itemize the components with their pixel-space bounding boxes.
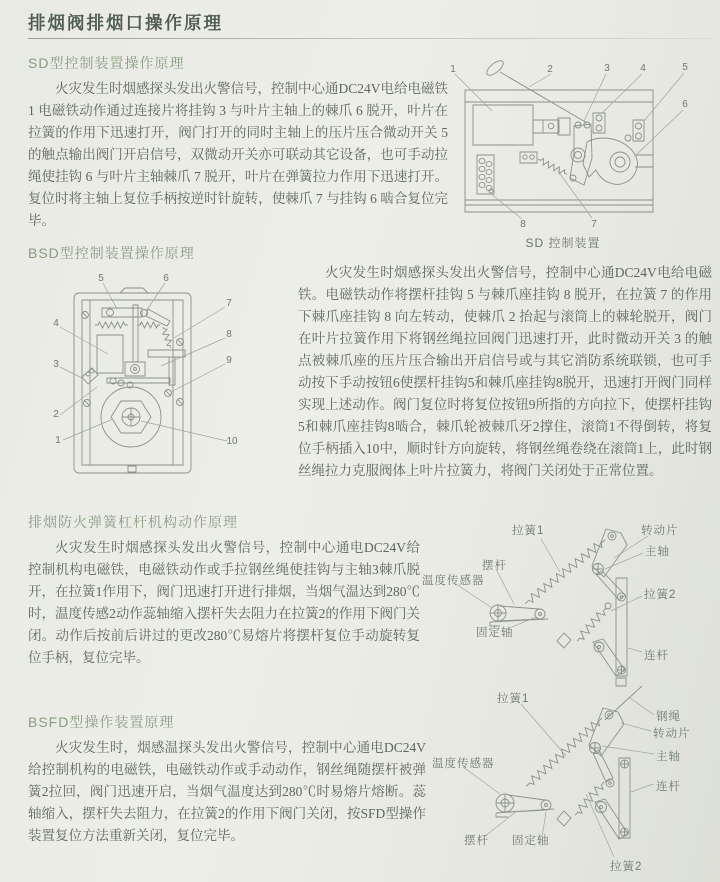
bsfd-paragraph: 火灾发生时，烟感温探头发出火警信号，控制中心通电DC24V给控制机构的电磁铁，电磁铁动作或手动动作，钢丝绳随摆杆被弹簧2拉回，阀门迅速开启，当烟气温度达到280℃时易熔片熔断。蕊轴缩入，摆杆失去阻力，在拉簧2的作用下阀门关闭，按SFD型操作装置复位方法重新关闭，复位完毕。 <box>28 740 426 843</box>
lever-swing-arm <box>490 605 548 626</box>
part-label-spring2: 拉簧2 <box>610 861 643 873</box>
figure-label-8: 8 <box>520 219 526 230</box>
bsfd-spring1 <box>524 715 605 789</box>
figure-label-8: 8 <box>226 329 232 340</box>
lever-spring2 <box>557 603 611 648</box>
bsd-section-heading: BSD型控制装置操作原理 <box>28 245 195 261</box>
figure-label-2: 2 <box>547 64 553 75</box>
lever-section-heading: 排烟防火弹簧杠杆机构动作原理 <box>28 514 238 530</box>
lever-spring1 <box>523 537 608 607</box>
part-label-main-shaft: 主轴 <box>656 751 681 763</box>
figure-label-3: 3 <box>53 359 59 370</box>
lever-part-labels <box>422 523 679 662</box>
sd-figure-caption: SD 控制装置 <box>525 236 601 250</box>
part-label-spring2: 拉簧2 <box>644 589 677 601</box>
bsfd-spring2 <box>557 779 607 826</box>
part-label-spring1: 拉簧1 <box>512 525 545 537</box>
figure-label-6: 6 <box>682 99 688 110</box>
bsfd-leader-lines <box>463 698 654 857</box>
sd-leader-lines <box>455 73 684 219</box>
bsfd-link-rod <box>619 758 630 838</box>
sd-section-heading: SD型控制装置操作原理 <box>28 55 185 71</box>
figure-label-4: 4 <box>640 63 646 74</box>
sd-paragraph: 火灾发生时烟感探头发出火警信号，控制中心通DC24V电给电磁铁 1 电磁铁动作通过连接片将挂钩 3 与叶片主轴上的棘爪 6 脱开，叶片在拉簧的作用下迅速打开，阀门打开的同时主轴上的压片压合微动开关 5 的触点输出阀门开启信号，双微动开关亦可联动其它设备，也可手动拉绳使挂钩 6 与叶片主轴棘爪 7 脱开，叶片在弹簧拉力作用下迅速打开。复位时将主轴上复位手柄按逆时针旋转，使棘爪 7 与挂钩 6 啮合复位完毕。 <box>28 81 449 228</box>
bsd-swing-lever-and-hooks <box>102 305 170 362</box>
figure-label-7: 7 <box>591 219 597 230</box>
bsd-figure-numbers <box>53 273 238 447</box>
bsfd-part-labels <box>432 691 691 873</box>
figure-label-2: 2 <box>53 409 59 420</box>
figure-label-7: 7 <box>226 298 232 309</box>
sd-spring <box>520 152 569 177</box>
part-label-rotating-plate: 转动片 <box>653 728 691 740</box>
figure-label-5: 5 <box>98 273 104 284</box>
part-label-spring1: 拉簧1 <box>497 693 530 705</box>
bsfd-mechanism-diagram <box>420 672 720 882</box>
figure-label-9: 9 <box>226 355 232 366</box>
sd-control-device-diagram <box>448 58 716 234</box>
part-label-wire-rope: 钢绳 <box>656 711 681 723</box>
part-label-swing-arm: 摆杆 <box>464 835 489 847</box>
title-rule <box>28 38 712 39</box>
lever-main-shaft <box>593 564 626 601</box>
bsfd-lower-link <box>595 799 628 839</box>
lever-mechanism-diagram <box>420 500 720 695</box>
bsd-control-device-diagram <box>40 265 290 480</box>
part-label-rotating-plate: 转动片 <box>641 525 679 537</box>
lever-paragraph: 火灾发生时烟感探头发出火警信号，控制中心通电DC24V给控制机构电磁铁，电磁铁动作或手拉钢丝绳使挂钩与主轴3棘爪脱开，在拉簧1作用下，阀门迅速打开进行排烟，当烟气温达到280℃时，温度传感2动作蕊轴缩入摆杆失去阻力在拉簧2的作用下阀门关闭。动作后按前后讲过的更改280℃易熔片将摆杆复位手动旋转复位手柄，复位完毕。 <box>28 540 420 665</box>
bsd-drum <box>101 387 161 447</box>
part-label-swing-arm: 摆杆 <box>482 560 507 572</box>
figure-label-6: 6 <box>163 273 169 284</box>
bsd-paragraph: 火灾发生时烟感探头发出火警信号，控制中心通DC24V电给电磁铁。电磁铁动作将摆杆挂钩 5 与棘爪座挂钩 8 脱开，在拉簧 7 的作用下棘爪座挂钩 8 向左转动，使棘爪 2 抬起与滚筒上的棘轮脱开，阀门在叶片拉簧作用下将钢丝绳拉回阀门迅速打开，此时微动开关 3 的触点被棘爪座的压片压合输出开启信号或与其它消防系统联锁，也可手动按下手动按钮6使摆杆挂钩5和棘爪座挂钩8脱开，迅速打开阀门同样实现上述动作。阀门复位时将复位按钮9所指的方向拉下，使摆杆挂钩5和棘爪座挂钩8啮合，棘爪轮被棘爪牙2撑住，滚筒1不得倒转，将复位手柄插入10中，顺时针方向旋转，将钢丝绳卷绕在滚筒1上，此时钢丝绳拉力克服阀体上叶片拉簧力，将阀门关闭处于正常位置。 <box>298 265 712 478</box>
part-label-fixed-axis: 固定轴 <box>512 835 550 847</box>
bsfd-wire-rope <box>605 678 642 720</box>
figure-label-1: 1 <box>55 435 61 446</box>
part-label-link-rod: 连杆 <box>656 781 681 793</box>
sd-pull-ring-and-cord <box>484 58 587 123</box>
bsd-electromagnet <box>97 335 123 373</box>
figure-label-4: 4 <box>53 318 59 329</box>
part-label-fixed-axis: 固定轴 <box>476 627 514 639</box>
lever-lower-link <box>593 639 625 676</box>
part-label-main-shaft: 主轴 <box>645 546 670 558</box>
page-title: 排烟阀排烟口操作原理 <box>28 13 223 33</box>
sd-coil <box>477 155 494 194</box>
part-label-temp-sensor: 温度传感器 <box>432 758 495 770</box>
part-label-temp-sensor: 温度传感器 <box>422 575 485 587</box>
sd-electromagnet <box>473 105 570 145</box>
bsfd-section-heading: BSFD型操作装置原理 <box>28 714 175 730</box>
figure-label-5: 5 <box>682 62 688 73</box>
figure-label-1: 1 <box>450 64 456 75</box>
figure-label-10: 10 <box>226 436 238 447</box>
part-label-link-rod: 连杆 <box>644 650 669 662</box>
sd-microswitch-brackets <box>593 113 644 141</box>
bsfd-swing-arm <box>496 794 554 817</box>
lever-link-rod <box>616 578 627 676</box>
figure-label-3: 3 <box>604 63 610 74</box>
